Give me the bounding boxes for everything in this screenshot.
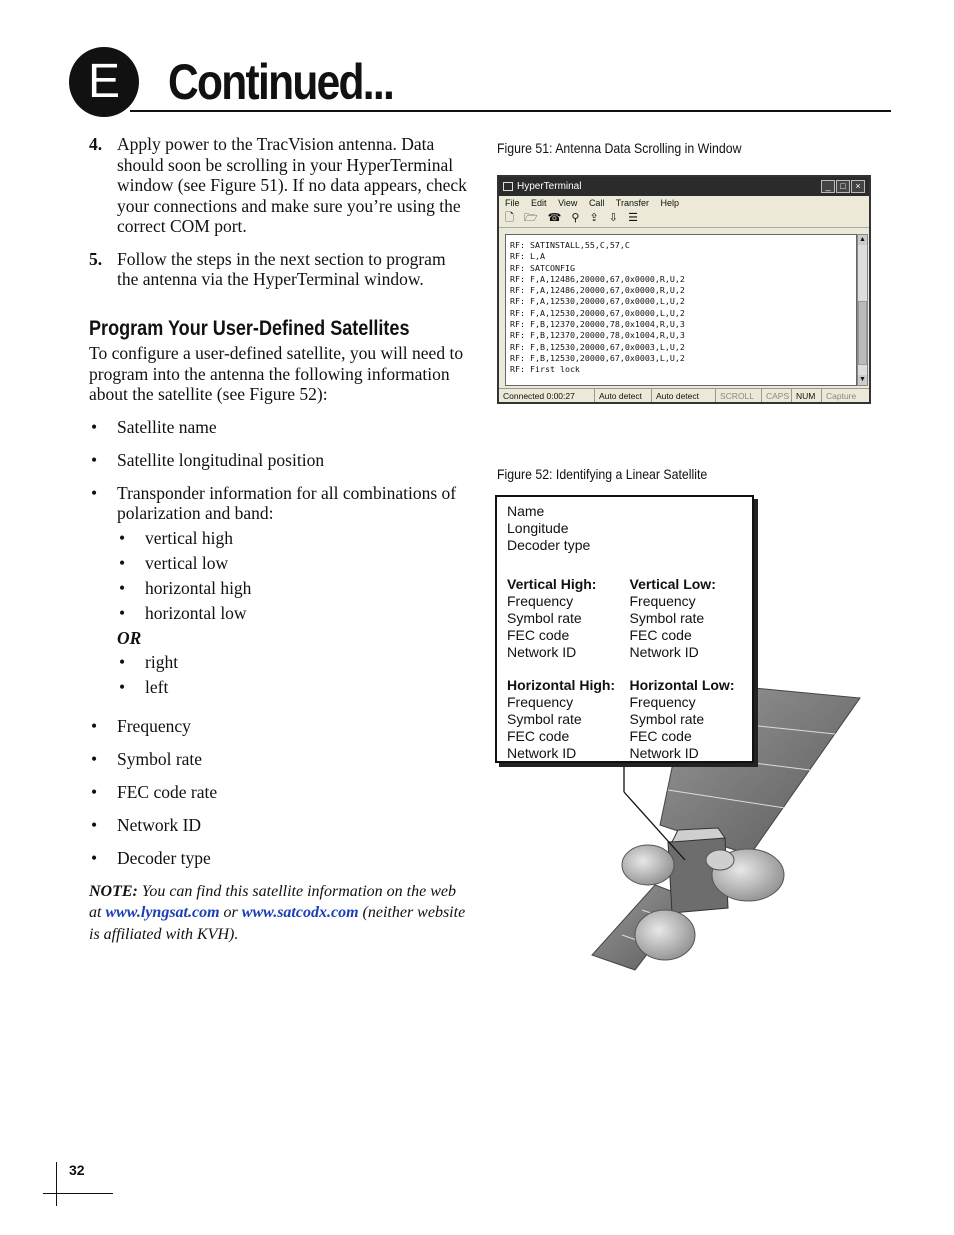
list-item: • Frequency bbox=[89, 716, 469, 737]
step-number: 5. bbox=[89, 248, 103, 269]
section-intro: To configure a user-defined satellite, you will need to program into the antenna the following information about the satellite (see Figure 52): bbox=[89, 343, 464, 404]
field-label: Symbol rate bbox=[629, 710, 705, 727]
terminal-line: RF: L,A bbox=[510, 251, 545, 262]
status-connected: Connected 0:00:27 bbox=[499, 389, 595, 402]
field-label: Longitude bbox=[507, 519, 569, 536]
scroll-thumb[interactable] bbox=[858, 301, 867, 365]
call-icon[interactable]: ☎ bbox=[547, 212, 562, 224]
field-label: FEC code bbox=[507, 727, 570, 744]
band-heading: Horizontal Low: bbox=[629, 677, 735, 694]
menu-view[interactable]: View bbox=[558, 198, 578, 208]
step-number: 4. bbox=[89, 134, 103, 154]
antenna-dish bbox=[622, 845, 674, 885]
terminal-line: RF: F,B,12370,20000,78,0x1004,R,U,3 bbox=[510, 330, 685, 341]
hyperterminal-window bbox=[497, 175, 871, 404]
field-label: Network ID bbox=[629, 643, 699, 660]
info-bullet-list bbox=[89, 417, 469, 869]
new-icon[interactable]: 🗋 bbox=[505, 212, 514, 224]
scroll-down-icon[interactable]: ▼ bbox=[859, 376, 866, 383]
field-label: Frequency bbox=[629, 694, 696, 711]
figure-52-caption: Figure 52: Identifying a Linear Satellite bbox=[497, 466, 708, 482]
terminal-line: RF: F,A,12530,20000,67,0x0000,L,U,2 bbox=[510, 296, 685, 307]
page-number: 32 bbox=[69, 1162, 85, 1178]
list-item: • Symbol rate bbox=[89, 749, 469, 770]
vertical-scrollbar[interactable] bbox=[857, 234, 868, 386]
send-icon[interactable]: ⇪ bbox=[589, 212, 599, 224]
list-item: • left bbox=[117, 677, 469, 698]
window-titlebar bbox=[499, 177, 869, 196]
field-label: Decoder type bbox=[507, 536, 591, 553]
polarization-list bbox=[117, 528, 469, 624]
terminal-line: RF: SATCONFIG bbox=[510, 262, 575, 273]
step-5 bbox=[89, 249, 469, 290]
terminal-line: RF: F,A,12486,20000,67,0x0000,R,U,2 bbox=[510, 273, 685, 284]
open-icon[interactable]: 🗁 bbox=[523, 212, 538, 224]
menu-call[interactable]: Call bbox=[588, 198, 605, 208]
field-label: FEC code bbox=[507, 626, 570, 643]
app-icon bbox=[503, 182, 513, 191]
list-item: • Network ID bbox=[89, 815, 469, 836]
terminal-output[interactable] bbox=[505, 234, 857, 386]
terminal-line: RF: F,B,12530,20000,67,0x0003,L,U,2 bbox=[510, 352, 685, 363]
note-label: NOTE: bbox=[89, 882, 138, 900]
field-label: Network ID bbox=[507, 643, 577, 660]
scroll-up-icon[interactable]: ▲ bbox=[859, 236, 866, 243]
disconnect-icon[interactable]: ⚲ bbox=[571, 212, 580, 224]
crop-mark bbox=[56, 1162, 57, 1206]
step-text: Apply power to the TracVision antenna. Data should soon be scrolling in your HyperTerminal window (see Figure 51). If no data appears, check your connections and make sure you’re using the correct COM port. bbox=[117, 134, 467, 236]
menu-edit[interactable]: Edit bbox=[531, 198, 547, 208]
field-label: Symbol rate bbox=[507, 710, 582, 727]
list-item: • vertical high bbox=[117, 528, 469, 549]
status-scroll: SCROLL bbox=[716, 389, 762, 402]
header-rule bbox=[130, 110, 891, 112]
antenna-dish bbox=[635, 910, 695, 960]
list-item: • horizontal low bbox=[117, 603, 469, 624]
figure-51-caption: Figure 51: Antenna Data Scrolling in Window bbox=[497, 140, 742, 156]
band-heading: Horizontal High: bbox=[507, 677, 616, 694]
toolbar bbox=[499, 210, 869, 228]
terminal-line: RF: F,B,12530,20000,67,0x0003,L,U,2 bbox=[510, 341, 685, 352]
close-icon[interactable]: × bbox=[851, 180, 865, 193]
step-4 bbox=[89, 134, 469, 237]
maximize-icon[interactable]: □ bbox=[836, 180, 850, 193]
menu-help[interactable]: Help bbox=[660, 198, 680, 208]
status-auto-detect: Auto detect bbox=[652, 389, 716, 402]
or-label: OR bbox=[117, 627, 142, 648]
terminal-line: RF: F,B,12370,20000,78,0x1004,R,U,3 bbox=[510, 319, 685, 330]
menu-bar bbox=[499, 196, 869, 210]
list-item: • right bbox=[117, 652, 469, 673]
status-num: NUM bbox=[792, 389, 822, 402]
left-column bbox=[89, 134, 469, 945]
field-label: FEC code bbox=[629, 727, 692, 744]
status-caps: CAPS bbox=[762, 389, 792, 402]
page-title: Continued... bbox=[168, 54, 394, 110]
terminal-line: RF: SATINSTALL,55,C,57,C bbox=[510, 240, 630, 250]
status-auto-detect: Auto detect bbox=[595, 389, 652, 402]
vertical-band-group bbox=[507, 576, 752, 660]
window-title: HyperTerminal bbox=[517, 181, 582, 192]
list-item: • Transponder information for all combinations of polarization and band: • vertical high • vertical low • horizontal high • horizontal low OR • right • left bbox=[89, 483, 469, 698]
list-item: • horizontal high bbox=[117, 578, 469, 599]
minimize-icon[interactable]: _ bbox=[821, 180, 835, 193]
menu-transfer[interactable]: Transfer bbox=[615, 198, 649, 208]
band-heading: Vertical Low: bbox=[629, 576, 716, 593]
circular-list bbox=[117, 652, 469, 698]
field-label: Network ID bbox=[507, 744, 577, 761]
step-text: Follow the steps in the next section to program the antenna via the HyperTerminal window. bbox=[117, 248, 446, 289]
status-capture: Capture bbox=[826, 391, 857, 401]
lyngsat-link[interactable]: www.lyngsat.com bbox=[105, 904, 220, 921]
field-label: Name bbox=[507, 503, 545, 519]
list-item: • Satellite longitudinal position bbox=[89, 450, 469, 471]
terminal-line: RF: F,A,12486,20000,67,0x0000,R,U,2 bbox=[510, 285, 685, 296]
terminal-line: RF: F,A,12530,20000,67,0x0000,L,U,2 bbox=[510, 307, 685, 318]
field-label: Symbol rate bbox=[507, 609, 582, 626]
band-heading: Vertical High: bbox=[507, 576, 597, 593]
list-item: • Decoder type bbox=[89, 848, 469, 869]
section-badge: E bbox=[69, 47, 139, 117]
horizontal-band-group bbox=[507, 677, 752, 761]
field-label: Frequency bbox=[507, 694, 574, 711]
satellite-info-box bbox=[495, 495, 754, 763]
field-label: Frequency bbox=[507, 593, 574, 610]
satcodx-link[interactable]: www.satcodx.com bbox=[241, 904, 359, 921]
properties-icon[interactable]: ☰ bbox=[628, 212, 638, 224]
field-label: Symbol rate bbox=[629, 609, 705, 626]
crop-mark bbox=[43, 1193, 113, 1194]
menu-file[interactable]: File bbox=[505, 198, 520, 208]
section-heading: Program Your User-Defined Satellites bbox=[89, 316, 410, 340]
field-label: FEC code bbox=[629, 626, 692, 643]
field-label: Network ID bbox=[629, 744, 699, 761]
terminal-line: RF: First lock bbox=[510, 364, 580, 375]
list-item: • FEC code rate bbox=[89, 782, 469, 803]
list-item: • Satellite name bbox=[89, 417, 469, 438]
list-item: • vertical low bbox=[117, 553, 469, 574]
note-paragraph: NOTE: You can find this satellite information on the web at www.lyngsat.com or www.satcodx.com (neither website is affiliated with KVH). bbox=[89, 882, 466, 943]
field-label: Frequency bbox=[629, 593, 696, 610]
receive-icon[interactable]: ⇩ bbox=[608, 212, 619, 224]
status-bar bbox=[499, 388, 869, 402]
